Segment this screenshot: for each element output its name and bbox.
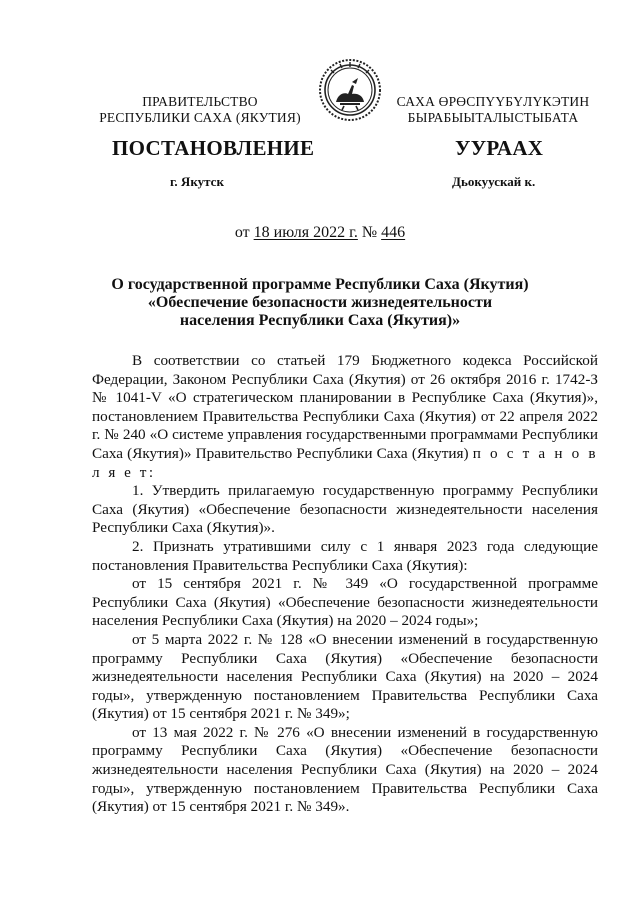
document-title-line2: «Обеспечение безопасности жизнедеятельности: [147, 294, 493, 311]
document-body: [92, 352, 598, 817]
item-1: 1. Утвердить прилагаемую государственную программу Республики Саха (Якутия) «Обеспечение безопасности жизнедеятельности населения Республики Саха (Якутия)».: [92, 482, 598, 537]
document-title: [100, 276, 540, 330]
document-number: 446: [381, 224, 406, 241]
government-name-sakha-line2: БЫРАБЫЫТАЛЫСТЫБАТА: [407, 110, 579, 125]
government-name-sakha: [388, 94, 598, 126]
decree-word: п о с т а н о в л я е т:: [92, 444, 599, 481]
intro-text: В соответствии со статьей 179 Бюджетного кодекса Российской Федерации, Законом Республики Саха (Якутия) от 26 октября 2016 г. 1742-З № 1041-V «О стратегическом планировании в Республике Саха (Якутия)», постановлением Правительства Республики Саха (Якутия) от 22 апреля 2022 г. № 240 «О системе управления государственными программами Республики Саха (Якутия)» Правительство Республики Саха (Якутия): [92, 352, 598, 462]
document-type-sakha: УУРААХ: [455, 136, 544, 160]
intro-paragraph: [92, 352, 598, 482]
sub-item-3: от 13 мая 2022 г. № 276 «О внесении изменений в государственную программу Республики Саха (Якутия) «Обеспечение безопасности жизнедеятельности населения Республики Саха (Якутия) на 2020 – 2024 годы», утвержденную постановлением Правительства Республики Саха (Якутия) от 15 сентября 2021 г. № 349».: [92, 723, 598, 816]
government-name-sakha-line1: САХА ӨРӨСПҮҮБҮЛҮКЭТИН: [396, 94, 590, 109]
city-sakha: Дьокуускай к.: [452, 174, 536, 189]
document-dateline: [0, 224, 640, 242]
item-2: 2. Признать утратившими силу с 1 января 2023 года следующие постановления Правительства Республики Саха (Якутия):: [92, 537, 598, 574]
document-title-line3: населения Республики Саха (Якутия)»: [179, 312, 461, 329]
sub-item-1: от 15 сентября 2021 г. № 349 «О государственной программе Республики Саха (Якутия) «Обеспечение безопасности жизнедеятельности населения Республики Саха (Якутия) на 2020 – 2024 годы»;: [92, 575, 598, 630]
sub-item-2: от 5 марта 2022 г. № 128 «О внесении изменений в государственную программу Республики Саха (Якутия) «Обеспечение безопасности жизнедеятельности населения Республики Саха (Якутия) на 2020 – 2024 годы», утвержденную постановлением Правительства Республики Саха (Якутия) от 15 сентября 2021 г. № 349»;: [92, 630, 598, 723]
government-name-ru-line2: РЕСПУБЛИКИ САХА (ЯКУТИЯ): [99, 110, 301, 125]
government-name-ru: [90, 94, 310, 126]
government-name-ru-line1: ПРАВИТЕЛЬСТВО: [142, 94, 258, 109]
document-type-ru: ПОСТАНОВЛЕНИЕ: [112, 136, 315, 160]
document-date: 18 июля 2022 г.: [253, 224, 358, 241]
city-ru: г. Якутск: [170, 174, 224, 189]
number-sign: №: [361, 224, 378, 241]
sakha-republic-emblem-icon: [318, 58, 382, 122]
dateline-prefix: от: [234, 224, 250, 241]
document-title-line1: О государственной программе Республики Саха (Якутия): [111, 276, 529, 293]
